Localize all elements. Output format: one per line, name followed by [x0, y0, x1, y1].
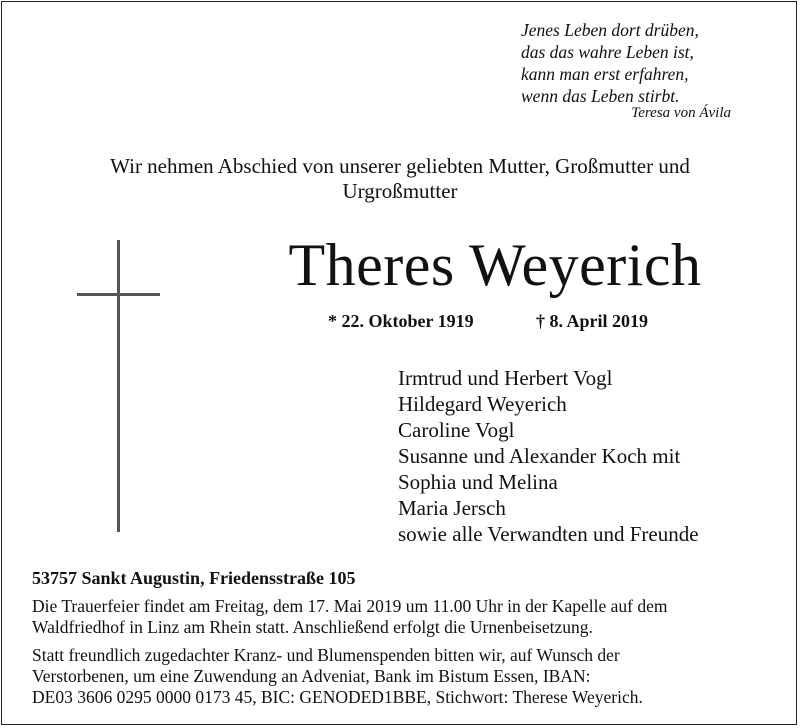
quote-line: kann man erst erfahren, [521, 64, 689, 84]
donation-info-line: Verstorbenen, um eine Zuwendung an Adveniat, Bank im Bistum Essen, IBAN: [32, 666, 591, 686]
family-address: 53757 Sankt Augustin, Friedensstraße 105 [32, 568, 356, 588]
donation-info [32, 645, 792, 708]
mourner-line: sowie alle Verwandten und Freunde [398, 522, 699, 546]
mourner-line: Hildegard Weyerich [398, 392, 567, 416]
funeral-info-line: Waldfriedhof in Linz am Rhein statt. Anschließend erfolgt die Urnenbeisetzung. [32, 617, 593, 637]
deceased-name: Theres Weyerich [288, 232, 702, 298]
intro-line: Urgroßmutter [342, 179, 458, 203]
birth-date: * 22. Oktober 1919 [328, 311, 474, 331]
mourner-line: Maria Jersch [398, 496, 506, 520]
death-date: † 8. April 2019 [536, 311, 649, 331]
quote-line: wenn das Leben stirbt. [521, 86, 680, 106]
quote-line: Jenes Leben dort drüben, [521, 20, 699, 40]
mourner-line: Susanne und Alexander Koch mit [398, 444, 681, 468]
mourners-list [398, 365, 793, 547]
funeral-info [32, 596, 792, 638]
mourner-line: Caroline Vogl [398, 418, 515, 442]
mourner-line: Irmtrud und Herbert Vogl [398, 366, 613, 390]
mourner-line: Sophia und Melina [398, 470, 558, 494]
intro-text [20, 154, 780, 204]
quote [521, 19, 791, 107]
quote-line: das das wahre Leben ist, [521, 42, 694, 62]
donation-info-line: Statt freundlich zugedachter Kranz- und Blumenspenden bitten wir, auf Wunsch der [32, 645, 620, 665]
quote-author: Teresa von Ávila [631, 105, 731, 121]
donation-info-line: DE03 3606 0295 0000 0173 45, BIC: GENODED1BBE, Stichwort: Therese Weyerich. [32, 687, 643, 707]
intro-line: Wir nehmen Abschied von unserer geliebten Mutter, Großmutter und [110, 154, 690, 178]
funeral-info-line: Die Trauerfeier findet am Freitag, dem 17. Mai 2019 um 11.00 Uhr in der Kapelle auf dem [32, 596, 668, 616]
